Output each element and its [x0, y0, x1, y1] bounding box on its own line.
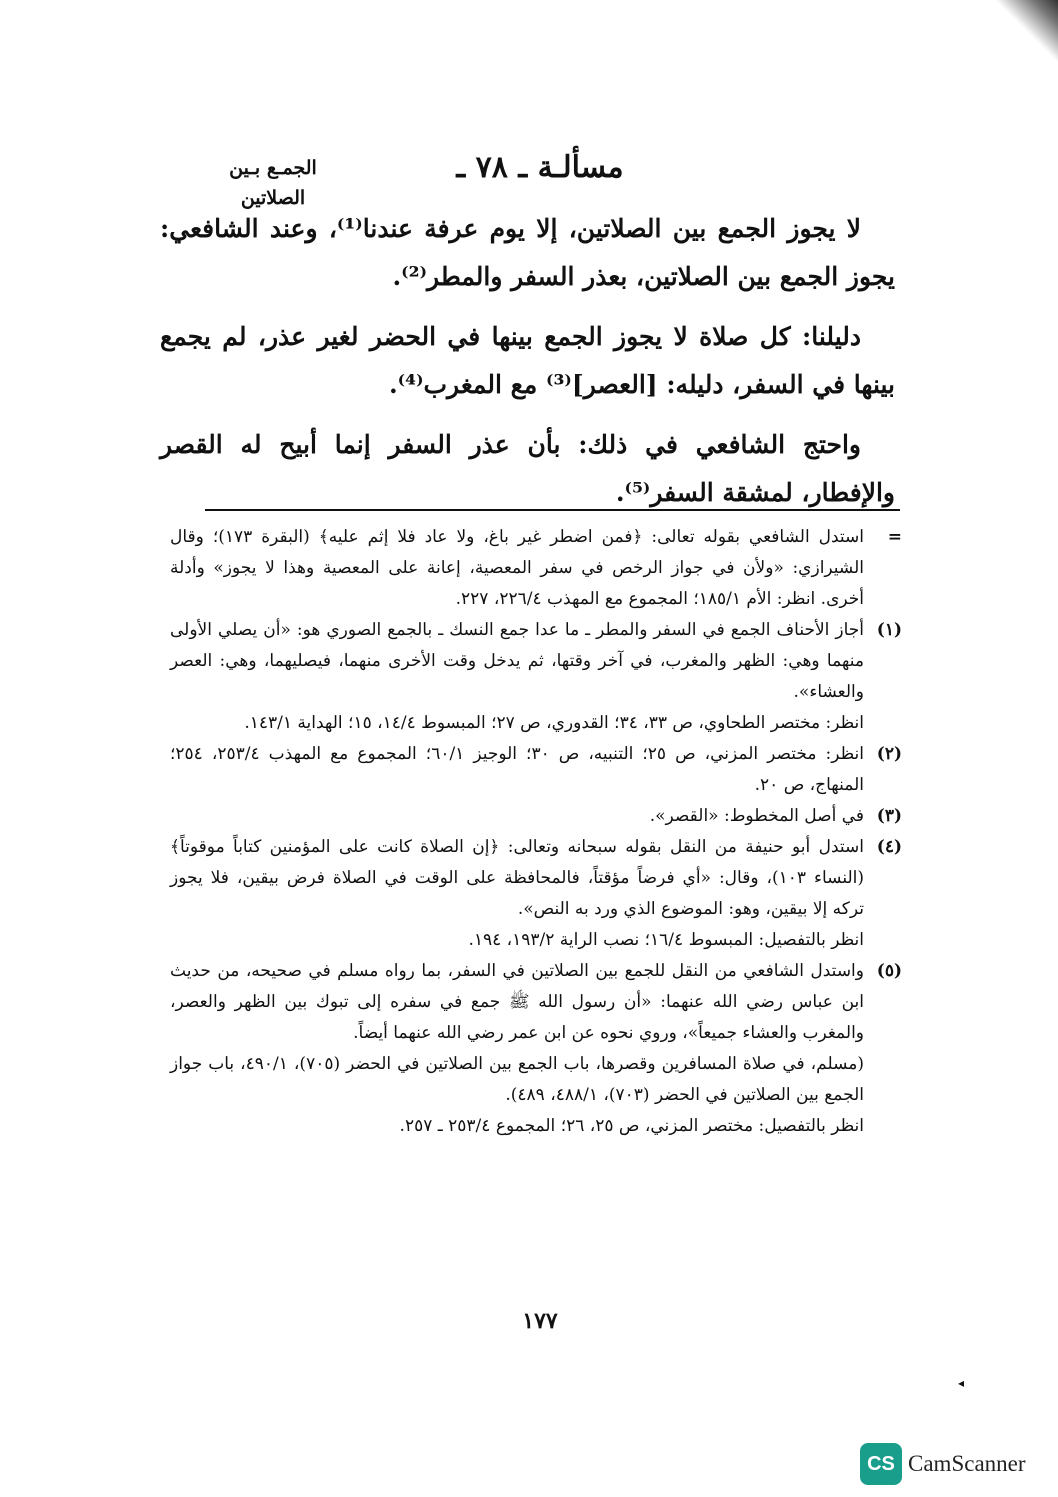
camscanner-logo-icon: CS: [860, 1443, 902, 1485]
footnote: [170, 832, 902, 956]
footnote-marker: (٢): [876, 744, 902, 764]
page-number: ١٧٧: [522, 1308, 558, 1334]
footnote-marker: (١): [876, 620, 902, 640]
footnote-text: واستدل الشافعي من النقل للجمع بين الصلاتين في السفر، بما رواه مسلم في صحيحه، من حديث ابن عباس رضي الله عنهما: «أن رسول الله ﷺ جمع في سفره إلى تبوك بين الظهر والعصر، والمغرب والعشاء جميعاً»، وروي نحوه عن ابن عمر رضي الله عنهما أيضاً.: [170, 961, 864, 1043]
footnote-marker: (٤): [876, 837, 902, 857]
footnote-text: انظر بالتفصيل: مختصر المزني، ص ٢٥، ٢٦؛ المجموع ٢٥٣/٤ ـ ٢٥٧.: [399, 1116, 864, 1136]
footnote: [170, 801, 902, 832]
footnote-text: استدل أبو حنيفة من النقل بقوله سبحانه وتعالى: ﴿إن الصلاة كانت على المؤمنين كتاباً موقوتاً﴾ (النساء ١٠٣)، وقال: «أي فرضاً مؤقتاً، فالمحافظة على الوقت في الصلاة فرض بيقين، فلا يجوز تركه إلا بيقين، وهو: الموضوع الذي ورد به النص».: [170, 837, 864, 919]
footnote-text: أجاز الأحناف الجمع في السفر والمطر ـ ما عدا جمع النسك ـ بالجمع الصوري هو: «أن يصلي الأولى منهما وهي: الظهر والمغرب، في آخر وقتها، ثم يدخل وقت الأخرى منهما، فيصليهما، وهي: العصر والعشاء».: [170, 620, 864, 702]
footnote-text: انظر: مختصر المزني، ص ٢٥؛ التنبيه، ص ٣٠؛ الوجيز ٦٠/١؛ المجموع مع المهذب ٢٥٣/٤، ٢٥٤؛ المنهاج، ص ٢٠.: [170, 744, 865, 795]
footnote-text: في أصل المخطوط: «القصر».: [649, 806, 864, 826]
footnote-text: انظر بالتفصيل: المبسوط ١٦/٤؛ نصب الراية ١٩٣/٢، ١٩٤.: [468, 930, 864, 950]
camscanner-text: CamScanner: [908, 1451, 1026, 1476]
main-paragraph: واحتج الشافعي في ذلك: بأن عذر السفر إنما أبيح له القصر والإفطار، لمشقة السفر⁽⁵⁾.: [160, 430, 895, 507]
scan-corner-shadow: [988, 0, 1058, 70]
footnote: [170, 615, 902, 739]
footnote-text: انظر: مختصر الطحاوي، ص ٣٣، ٣٤؛ القدوري، ص ٢٧؛ المبسوط ١٤/٤، ١٥؛ الهداية ١٤٣/١.: [244, 713, 864, 733]
main-text: [160, 205, 895, 529]
footnote: [170, 522, 902, 615]
main-paragraph: دليلنا: كل صلاة لا يجوز الجمع بينها في الحضر لغير عذر، لم يجمع بينها في السفر، دليله: [العصر]⁽³⁾ مع المغرب⁽⁴⁾.: [160, 322, 895, 399]
footnote-marker: (٥): [876, 961, 902, 981]
footnote: [170, 739, 902, 801]
footnote-marker: (٣): [876, 806, 902, 826]
footnotes: [170, 522, 902, 1142]
main-paragraph: لا يجوز الجمع بين الصلاتين، إلا يوم عرفة عندنا⁽¹⁾، وعند الشافعي: يجوز الجمع بين الصلاتين، بعذر السفر والمطر⁽²⁾.: [160, 214, 895, 291]
side-note: الجمـع بـين الصلاتين: [229, 157, 317, 210]
footnote-divider: [205, 509, 900, 511]
footnote: [170, 956, 902, 1142]
footnote-text: (مسلم، في صلاة المسافرين وقصرها، باب الجمع بين الصلاتين في الحضر (٧٠٥)، ٤٩٠/١، باب جواز الجمع بين الصلاتين في الحضر (٧٠٣)، ٤٨٨/١، ٤٨٩).: [170, 1054, 865, 1105]
camscanner-watermark: [860, 1442, 1026, 1486]
footnote-text: استدل الشافعي بقوله تعالى: ﴿فمن اضطر غير باغ، ولا عاد فلا إثم عليه﴾ (البقرة ١٧٣)؛ وقال الشيرازي: «ولأن في جواز الرخص في سفر المعصية، إعانة على المعصية وهذا لا يجوز» وأدلة أخرى. انظر: الأم ١٨٥/١؛ المجموع مع المهذب ٢٢٦/٤، ٢٢٧.: [170, 527, 864, 609]
question-heading: مسألـة ـ ٧٨ ـ: [456, 150, 624, 185]
footnote-marker: =: [887, 527, 902, 547]
scan-speck: ◂: [958, 1376, 965, 1390]
